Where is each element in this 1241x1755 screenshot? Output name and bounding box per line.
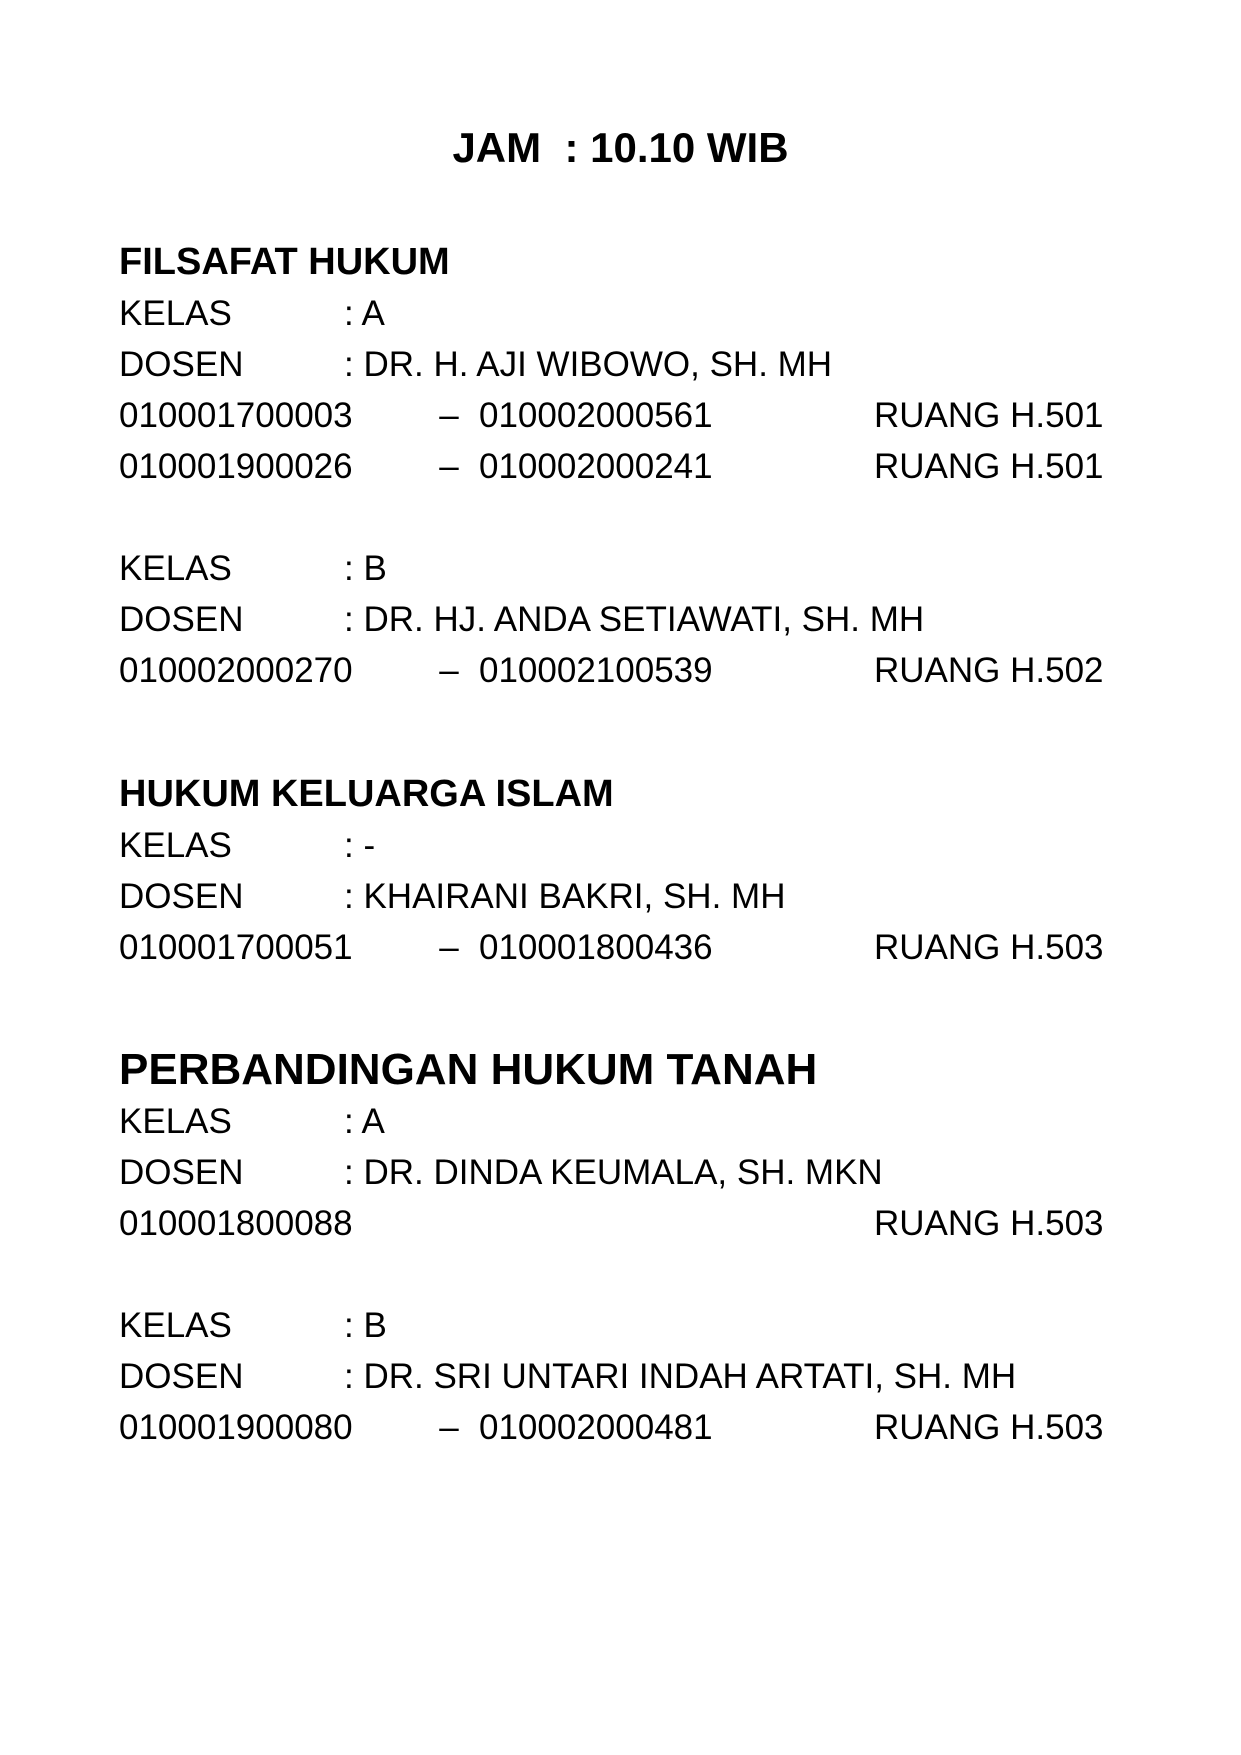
course-section-hukum-keluarga-islam [119,768,1119,973]
course-section-filsafat-hukum [119,236,1119,696]
nim-range-row [119,645,1119,696]
dosen-row [119,1351,1119,1402]
nim-range-row [119,1198,1119,1249]
dosen-label: DOSEN [119,600,244,639]
room-label: RUANG H.503 [874,1204,1104,1243]
nim-from: 010001900080 [119,1408,353,1447]
room-label: RUANG H.503 [874,928,1104,967]
dosen-label: DOSEN [119,345,244,384]
range-dash: – [439,396,459,435]
nim-range-row [119,922,1119,973]
kelas-value: : A [344,294,385,333]
dosen-row [119,1147,1119,1198]
nim-range-row [119,441,1119,492]
nim-to: 010002000241 [479,447,713,486]
kelas-label: KELAS [119,826,232,865]
kelas-row [119,288,1119,339]
nim-range-row [119,1402,1119,1453]
nim-from: 010002000270 [119,651,353,690]
course-title: PERBANDINGAN HUKUM TANAH [119,1045,818,1094]
dosen-value: : DR. DINDA KEUMALA, SH. MKN [344,1153,883,1192]
course-title: FILSAFAT HUKUM [119,241,450,283]
kelas-label: KELAS [119,294,232,333]
kelas-row [119,1096,1119,1147]
dosen-row [119,871,1119,922]
kelas-value: : A [344,1102,385,1141]
kelas-value: : B [344,1306,387,1345]
kelas-row [119,820,1119,871]
range-dash: – [439,447,459,486]
nim-from: 010001700051 [119,928,353,967]
room-label: RUANG H.502 [874,651,1104,690]
room-label: RUANG H.501 [874,447,1104,486]
range-dash: – [439,651,459,690]
kelas-label: KELAS [119,549,232,588]
dosen-label: DOSEN [119,1357,244,1396]
kelas-label: KELAS [119,1102,232,1141]
dosen-row [119,339,1119,390]
range-dash: – [439,928,459,967]
nim-to: 010002000561 [479,396,713,435]
nim-to: 010002000481 [479,1408,713,1447]
kelas-value: : - [344,826,376,865]
range-dash: – [439,1408,459,1447]
dosen-label: DOSEN [119,1153,244,1192]
nim-range-row [119,390,1119,441]
nim-from: 010001900026 [119,447,353,486]
dosen-value: : DR. SRI UNTARI INDAH ARTATI, SH. MH [344,1357,1017,1396]
dosen-label: DOSEN [119,877,244,916]
course-section-perbandingan-hukum-tanah [119,1044,1119,1453]
room-label: RUANG H.501 [874,396,1104,435]
nim-to: 010002100539 [479,651,713,690]
dosen-row [119,594,1119,645]
dosen-value: : DR. HJ. ANDA SETIAWATI, SH. MH [344,600,925,639]
kelas-value: : B [344,549,387,588]
kelas-row [119,543,1119,594]
nim-from: 010001800088 [119,1204,353,1243]
course-title: HUKUM KELUARGA ISLAM [119,773,614,815]
kelas-label: KELAS [119,1306,232,1345]
nim-from: 010001700003 [119,396,353,435]
dosen-value: : KHAIRANI BAKRI, SH. MH [344,877,786,916]
page-title: JAM : 10.10 WIB [452,124,789,171]
room-label: RUANG H.503 [874,1408,1104,1447]
dosen-value: : DR. H. AJI WIBOWO, SH. MH [344,345,833,384]
nim-to: 010001800436 [479,928,713,967]
kelas-row [119,1300,1119,1351]
